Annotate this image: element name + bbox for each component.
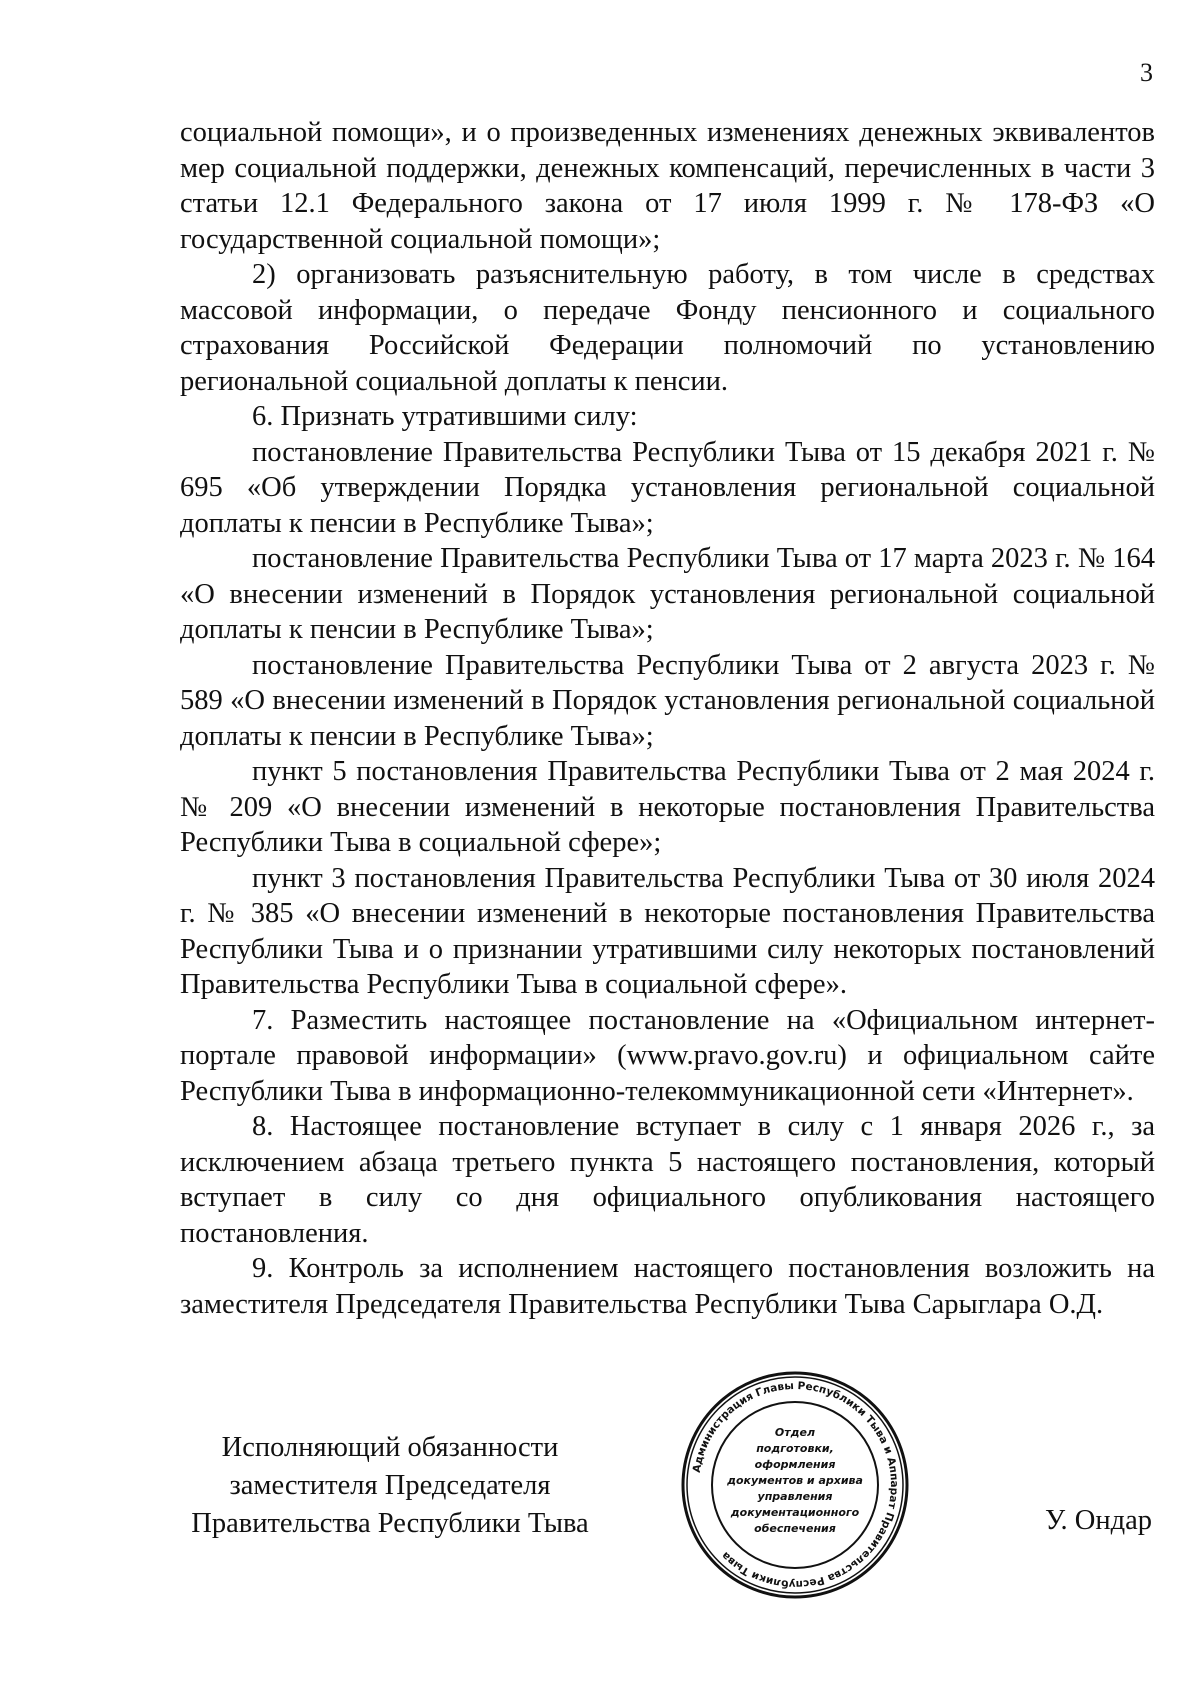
official-stamp-icon	[680, 1370, 910, 1600]
stamp-inner-line-2: подготовки,	[756, 1442, 834, 1455]
paragraph-item-2: 2) организовать разъяснительную работу, в том числе в средствах массовой информации, о передаче Фонду пенсионного и социального страхования Российской Федерации полномочий по установлению региональной социальной доплаты к пенсии.	[180, 259, 1155, 397]
paragraph-repeal-5: пункт 3 постановления Правительства Республики Тыва от 30 июля 2024 г. № 385 «О внесении изменений в некоторые постановления Правительства Республики Тыва и о признании утратившими силу некоторых постановлений Правительства Республики Тыва в социальной сфере».	[180, 862, 1155, 1000]
paragraph-item-8: 8. Настоящее постановление вступает в силу с 1 января 2026 г., за исключением абзаца третьего пункта 5 настоящего постановления, который вступает в силу со дня официального опубликования настоящего постановления.	[180, 1111, 1155, 1249]
stamp-inner-line-3: оформления	[754, 1458, 836, 1471]
stamp-inner-line-7: обеспечения	[754, 1522, 836, 1535]
paragraph-item-9: 9. Контроль за исполнением настоящего постановления возложить на заместителя Председателя Правительства Республики Тыва Сарыглара О.Д.	[180, 1253, 1155, 1320]
stamp-outer-text: Администрация Главы Республики Тыва и Аппарат Правительства Республики Тыва	[690, 1379, 901, 1591]
paragraph-repeal-2: постановление Правительства Республики Тыва от 17 марта 2023 г. № 164 «О внесении изменений в Порядок установления региональной социальной доплаты к пенсии в Республике Тыва»;	[180, 543, 1155, 645]
paragraph-repeal-4: пункт 5 постановления Правительства Республики Тыва от 2 мая 2024 г. № 209 «О внесении изменений в некоторые постановления Правительства Республики Тыва в социальной сфере»;	[180, 756, 1155, 858]
signatory-name: У. Ондар	[1045, 1505, 1153, 1536]
stamp-inner-line-1: Отдел	[774, 1426, 816, 1439]
paragraph-continuation: социальной помощи», и о произведенных изменениях денежных эквивалентов мер социальной поддержки, денежных компенсаций, перечисленных в части 3 статьи 12.1 Федерального закона от 17 июля 1999 г. № 178-ФЗ «О государственной социальной помощи»;	[180, 117, 1155, 255]
stamp-inner-line-4: документов и архива	[727, 1474, 863, 1487]
paragraph-item-6: 6. Признать утратившими силу:	[252, 401, 638, 432]
paragraph-repeal-3: постановление Правительства Республики Тыва от 2 августа 2023 г. № 589 «О внесении изменений в Порядок установления региональной социальной доплаты к пенсии в Республике Тыва»;	[180, 649, 1155, 752]
signatory-title-line-1: Исполняющий обязанности	[221, 1432, 559, 1463]
document-body	[180, 115, 1155, 1322]
signatory-title	[180, 1429, 600, 1543]
signatory-title-line-2: заместителя Председателя	[229, 1470, 551, 1501]
stamp-inner-line-5: управления	[757, 1490, 833, 1503]
page-number: 3	[1140, 58, 1153, 87]
paragraph-repeal-1: постановление Правительства Республики Тыва от 15 декабря 2021 г. № 695 «Об утверждении Порядка установления региональной социальной доплаты к пенсии в Республике Тыва»;	[180, 436, 1155, 539]
stamp-inner-line-6: документационного	[730, 1506, 860, 1519]
paragraph-item-7: 7. Разместить настоящее постановление на «Официальном интернет-портале правовой информации» (www.pravo.gov.ru) и официальном сайте Республики Тыва в информационно-телекоммуникационной сети «Интернет».	[180, 1004, 1155, 1107]
signatory-title-line-3: Правительства Республики Тыва	[191, 1508, 589, 1539]
